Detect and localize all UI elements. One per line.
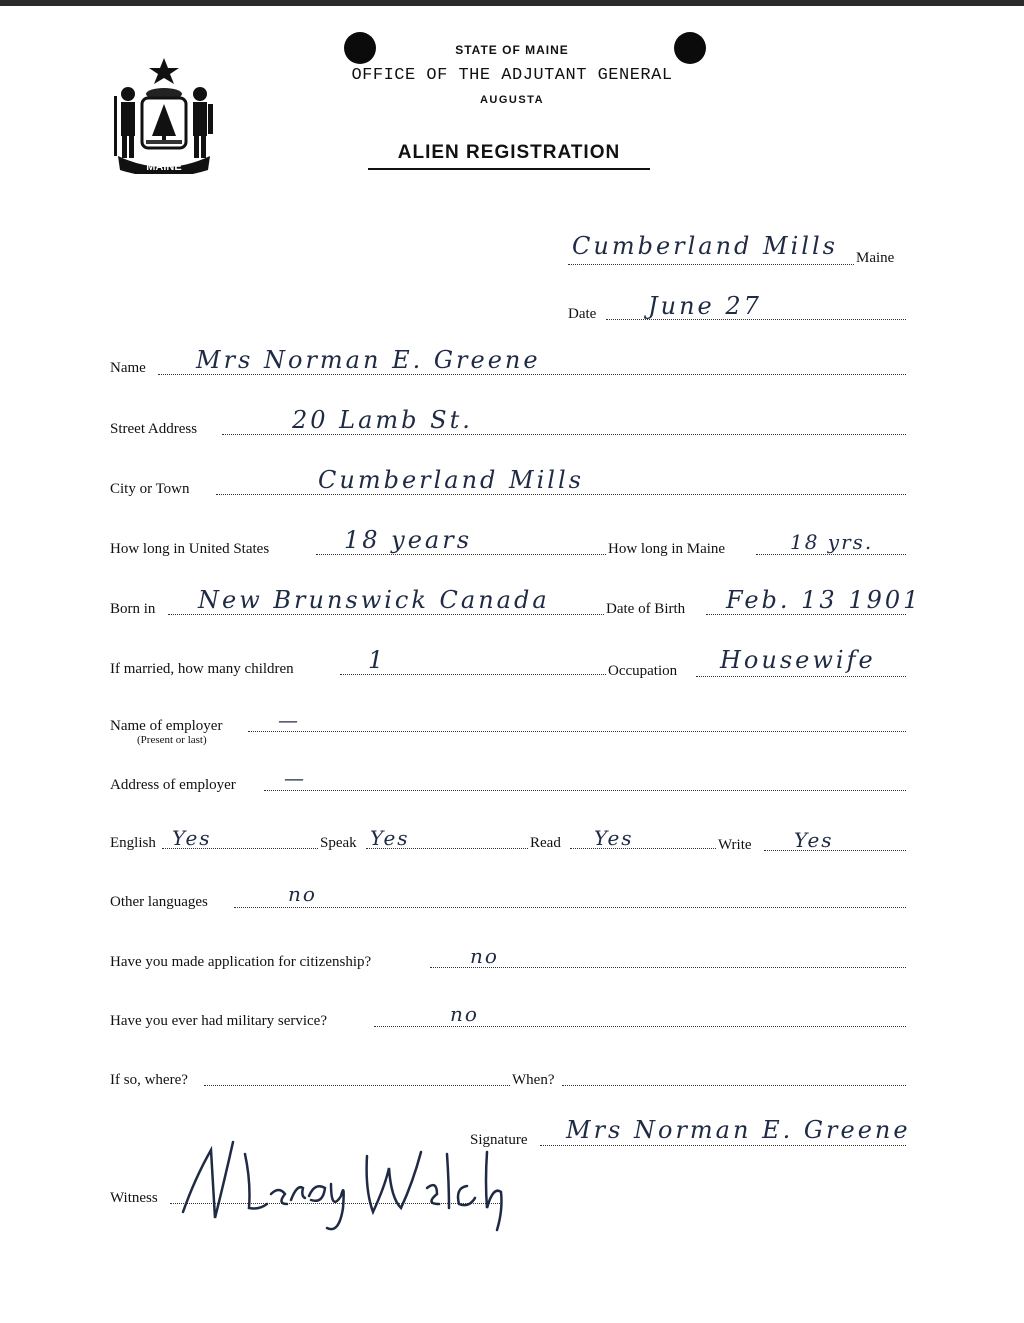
english-label: English (110, 835, 156, 851)
place-value: Cumberland Mills (572, 232, 838, 260)
employer-name-label: Name of employer (110, 718, 223, 734)
employer-address-label: Address of employer (110, 777, 236, 793)
how-long-us-value: 18 years (344, 526, 473, 554)
employer-name-sublabel: (Present or last) (137, 734, 207, 746)
speak-value: Yes (370, 826, 410, 850)
read-value: Yes (594, 826, 634, 850)
employer-address-line (264, 790, 906, 791)
state-suffix-label: Maine (856, 250, 895, 266)
how-long-maine-label: How long in Maine (608, 541, 726, 557)
date-value: June 27 (648, 292, 762, 320)
date-label: Date (568, 306, 597, 322)
read-line (570, 848, 716, 849)
occupation-value: Housewife (720, 646, 876, 674)
how-long-us-line (316, 554, 606, 555)
how-long-maine-value: 18 yrs. (790, 530, 874, 554)
citizenship-label: Have you made application for citizenship? (110, 954, 372, 970)
street-label: Street Address (110, 421, 198, 437)
children-value: 1 (368, 646, 387, 674)
occupation-label: Occupation (608, 663, 678, 679)
write-line (764, 850, 906, 851)
english-value: Yes (172, 826, 212, 850)
date-of-birth-line (706, 614, 906, 615)
name-value: Mrs Norman E. Greene (196, 346, 541, 374)
signature-value: Mrs Norman E. Greene (566, 1116, 911, 1144)
place-line (568, 264, 854, 265)
name-label: Name (110, 360, 146, 376)
seal-label: MAINE (146, 161, 182, 173)
city-label: City or Town (110, 481, 190, 497)
military-label: Have you ever had military service? (110, 1013, 327, 1029)
header-city: AUGUSTA (479, 94, 545, 106)
witness-label: Witness (110, 1190, 158, 1206)
other-languages-label: Other languages (110, 894, 208, 910)
signature-line (540, 1145, 906, 1146)
witness-signature (175, 1138, 515, 1238)
where-line (204, 1085, 510, 1086)
signature-label: Signature (470, 1132, 528, 1148)
speak-label: Speak (320, 835, 357, 851)
read-label: Read (530, 835, 561, 851)
city-value: Cumberland Mills (318, 466, 584, 494)
employer-name-line (248, 731, 906, 732)
header-state: STATE OF MAINE (455, 43, 569, 57)
occupation-line (696, 676, 906, 677)
employer-name-value: — (278, 708, 300, 732)
military-value: no (450, 1002, 479, 1026)
born-in-line (168, 614, 604, 615)
date-of-birth-value: Feb. 13 1901 (726, 586, 922, 614)
date-of-birth-label: Date of Birth (606, 601, 686, 617)
when-line (562, 1085, 906, 1086)
witness-signature-text: N. Leroy Welch (181, 1236, 188, 1237)
write-label: Write (718, 837, 752, 853)
city-line (216, 494, 906, 495)
born-in-label: Born in (110, 601, 156, 617)
street-line (222, 434, 906, 435)
other-languages-line (234, 907, 906, 908)
how-long-us-label: How long in United States (110, 541, 270, 557)
children-line (340, 674, 606, 675)
other-languages-value: no (288, 882, 317, 906)
write-value: Yes (794, 828, 834, 852)
where-label: If so, where? (110, 1072, 188, 1088)
employer-address-value: — (284, 766, 306, 790)
born-in-value: New Brunswick Canada (198, 586, 550, 614)
scan-top-edge (0, 0, 1024, 6)
when-label: When? (512, 1072, 555, 1088)
street-value: 20 Lamb St. (292, 406, 473, 434)
form-title: ALIEN REGISTRATION (368, 142, 650, 170)
citizenship-line (430, 967, 906, 968)
children-label: If married, how many children (110, 661, 294, 677)
name-line (158, 374, 906, 375)
header-office: OFFICE OF THE ADJUTANT GENERAL (351, 66, 673, 85)
citizenship-value: no (470, 944, 499, 968)
